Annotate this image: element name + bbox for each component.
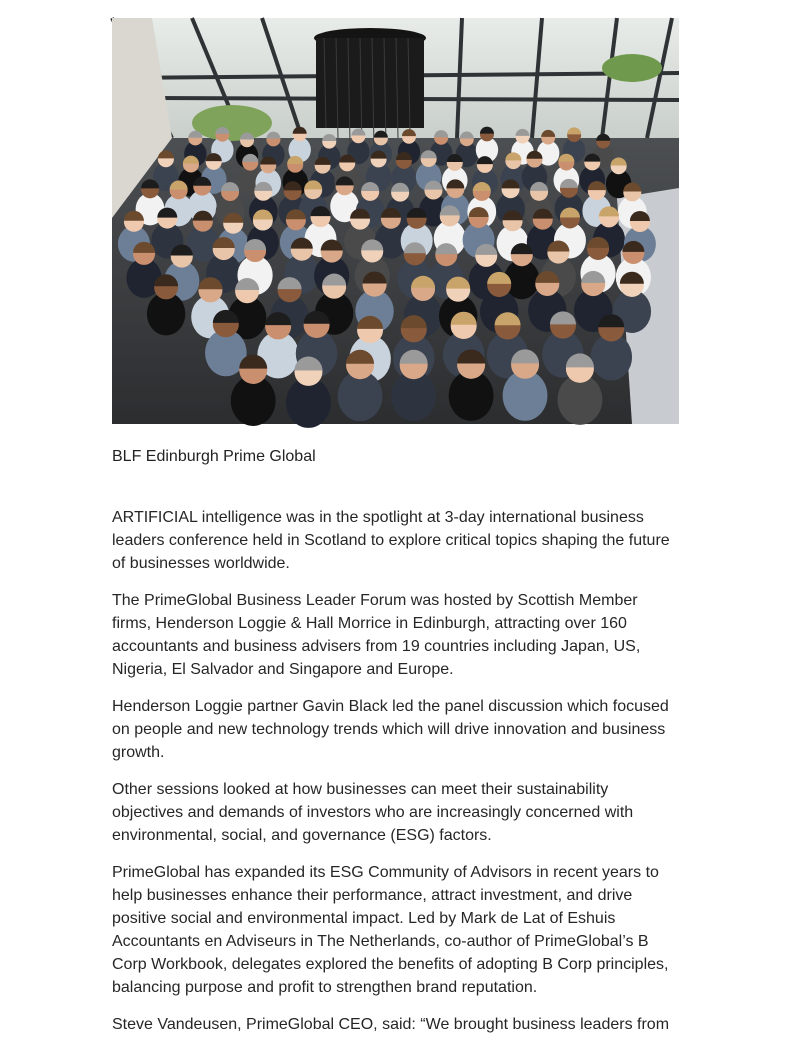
photo-illustration <box>112 18 679 424</box>
paragraph: PrimeGlobal has expanded its ESG Community of Advisors in recent years to help businesses enhance their performance, attract investment, and drive positive social and environmental impact. Led by Mark de Lat of Eshuis Accountants en Adviseurs in The Netherlands, co-author of PrimeGlobal’s B Corp Workbook, delegates explored the benefits of adopting B Corp principles, balancing purpose and profit to strengthen brand reputation. <box>112 864 669 996</box>
article <box>112 18 680 1050</box>
group-photo <box>112 18 679 424</box>
paragraph: ARTIFICIAL intelligence was in the spotlight at 3-day international business leaders conference held in Scotland to explore critical topics shaping the future of businesses worldwide. <box>112 509 670 572</box>
photo-caption: BLF Edinburgh Prime Global <box>112 448 316 465</box>
paragraph: Steve Vandeusen, PrimeGlobal CEO, said: “We brought business leaders from <box>112 1016 670 1033</box>
article-body <box>112 506 680 1036</box>
paragraph: Other sessions looked at how businesses can meet their sustainability objectives and demands of investors who are increasingly concerned with environmental, social, and governance (ESG) factors. <box>112 781 634 844</box>
paragraph: Henderson Loggie partner Gavin Black led the panel discussion which focused on people and new technology trends which will drive innovation and business growth. <box>112 698 669 761</box>
paragraph: The PrimeGlobal Business Leader Forum was hosted by Scottish Member firms, Henderson Loggie & Hall Morrice in Edinburgh, attracting over 160 accountants and business advisers from 19 countries including Japan, US, Nigeria, El Salvador and Singapore and Europe. <box>112 592 641 678</box>
